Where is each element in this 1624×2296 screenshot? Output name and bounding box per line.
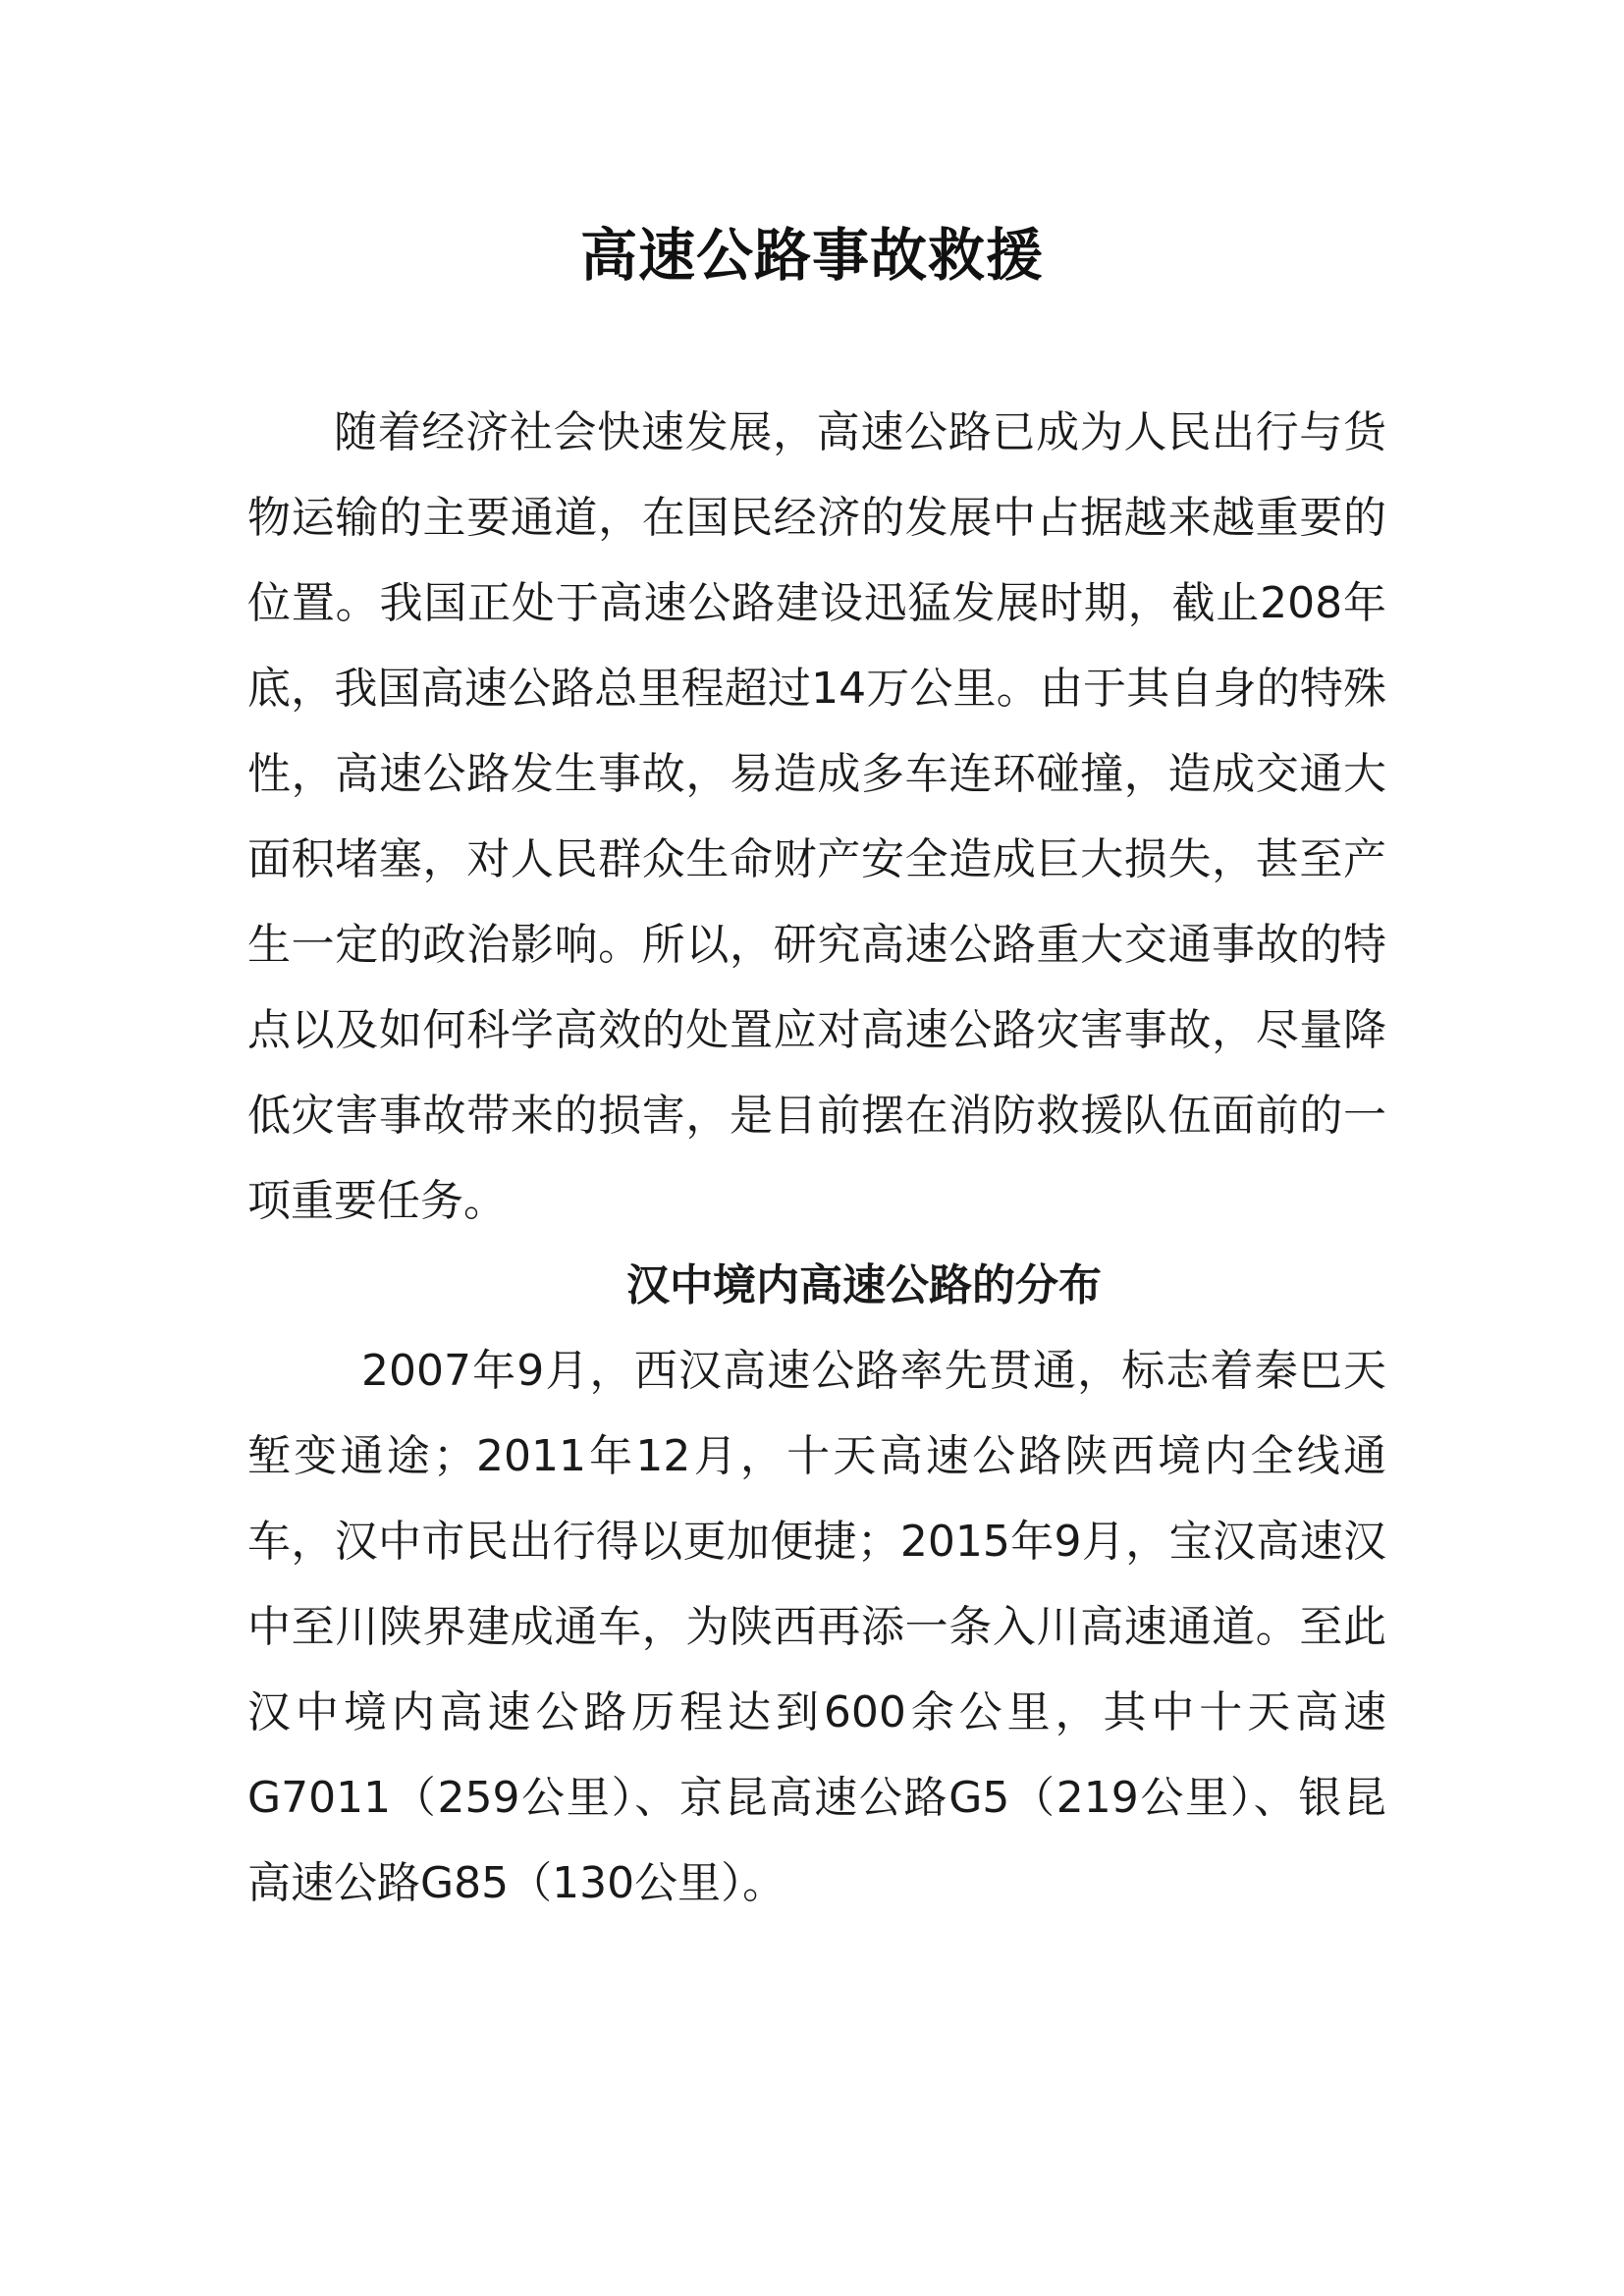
document-title: 高速公路事故救援	[579, 222, 1044, 289]
intro-paragraph: 随着经济社会快速发展，高速公路已成为人民出行与货物运输的主要通道，在国民经济的发展中占据越来越重要的位置。我国正处于高速公路建设迅猛发展时期，截止208年底，我国高速公路总里程超过14万公里。由于其自身的特殊性，高速公路发生事故，易造成多车连环碰撞，造成交通大面积堵塞，对人民群众生命财产安全造成巨大损失，甚至产生一定的政治影响。所以，研究高速公路重大交通事故的特点以及如何科学高效的处置应对高速公路灾害事故，尽量降低灾害事故带来的损害，是目前摆在消防救援队伍面前的一项重要任务。	[247, 407, 1386, 1226]
section-heading: 汉中境内高速公路的分布	[626, 1260, 1102, 1310]
highway-distribution-paragraph: 2007年9月，西汉高速公路率先贯通，标志着秦巴天堑变通途；2011年12月，十天高速公路陕西境内全线通车，汉中市民出行得以更加便捷；2015年9月，宝汉高速汉中至川陕界建成通车，为陕西再添一条入川高速通道。至此汉中境内高速公路历程达到600余公里，其中十天高速G7011（259公里）、京昆高速公路G5（219公里）、银昆高速公路G85（130公里）。	[247, 1346, 1386, 1908]
